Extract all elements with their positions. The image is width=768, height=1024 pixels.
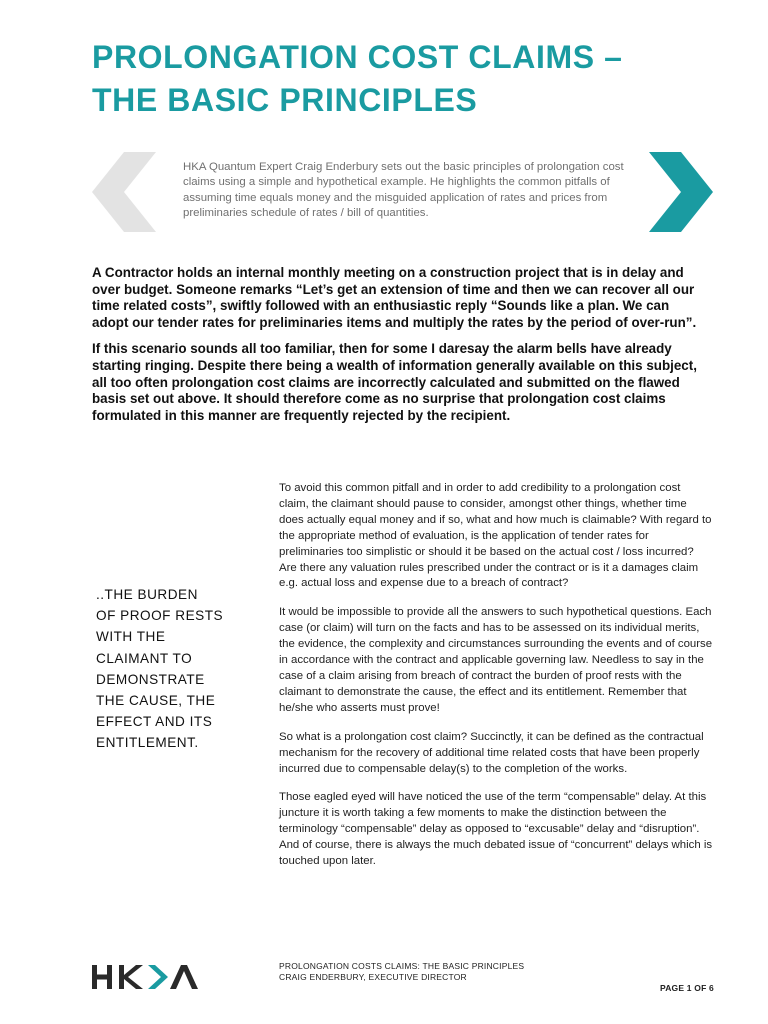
pull-quote-line: ENTITLEMENT. (96, 735, 199, 751)
page-title (92, 36, 732, 122)
body-paragraph-3: So what is a prolongation cost claim? Succinctly, it can be defined as the contractual mechanism for the recovery of additional time related costs that have been properly incurred due to compensable delay(s) to the completion of the works. (279, 730, 704, 775)
pull-quote-line: EFFECT AND ITS (96, 714, 213, 730)
pull-quote-line: ..THE BURDEN (96, 587, 198, 602)
pull-quote-line: WITH THE (96, 629, 166, 645)
pull-quote-line: THE CAUSE, THE (96, 693, 216, 709)
lead-paragraph-2: If this scenario sounds all too familiar, then for some I daresay the alarm bells have already starting ringing. Despite there being a wealth of information generally available on this subject, all too often prolongation cost claims are incorrectly calculated and submitted on the flawed basis set out above. It should therefore come as no surprise that prolongation cost claims formulated in this manner are frequently rejected by the recipient. (92, 341, 697, 423)
body-paragraph-4: Those eagled eyed will have noticed the use of the term “compensable” delay. At this juncture it is worth taking a few moments to make the distinction between the terminology “compensable” delay as opposed to “excusable” delay and “disruption”. And of course, there is always the much debated issue of “concurrent” delays which is touched upon later. (279, 791, 713, 868)
pull-quote (96, 584, 271, 754)
footer-document-title: PROLONGATION COSTS CLAIMS: THE BASIC PRINCIPLES (279, 961, 525, 971)
pull-quote-line: CLAIMANT TO (96, 650, 193, 666)
page-number: PAGE 1 OF 6 (659, 983, 714, 993)
chevron-left-icon (92, 152, 156, 232)
footer-author: CRAIG ENDERBURY, EXECUTIVE DIRECTOR (279, 972, 467, 982)
title-line-2: THE BASIC PRINCIPLES (92, 82, 478, 118)
lead-section (92, 265, 706, 434)
body-column (279, 481, 713, 883)
hka-logo (92, 964, 202, 990)
title-line-1: PROLONGATION COST CLAIMS – (92, 39, 623, 75)
footer-title (279, 961, 609, 983)
body-paragraph-2: It would be impossible to provide all the answers to such hypothetical questions. Each case (or claim) will turn on the facts and has to be assessed on its individual merits, the evidence, the complexity and circumstances surrounding the events and of course in accordance with the contract and applicable governing law. Needless to say in the case of a claim arising from breach of contract the burden of proof rests with the claimant to demonstrate the cause, the effect and its entitlement. Remember that he/she who asserts must prove! (279, 606, 713, 714)
lead-paragraph-1: A Contractor holds an internal monthly meeting on a construction project that is in delay and over budget. Someone remarks “Let’s get an extension of time and then we can recover all our time related costs”, swiftly followed with an enthusiastic reply “Sounds like a plan. We can adopt our tender rates for preliminaries items and multiply the rates by the period of over-run”. (92, 265, 697, 330)
body-paragraph-1: To avoid this common pitfall and in order to add credibility to a prolongation cost claim, the claimant should pause to consider, amongst other things, whether time does actually equal money and if so, what and how much is claimable? With regard to the appropriate method of evaluation, is the application of tender rates for preliminaries too simplistic or should it be based on the actual cost / loss incurred? Are there any valuation rules prescribed under the contract or is it a damages claim e.g. actual loss and expense due to a breach of contract? (279, 482, 712, 590)
intro-text: HKA Quantum Expert Craig Enderbury sets out the basic principles of prolongation cost claims using a simple and hypothetical example. He highlights the common pitfalls of assuming time equals money and the misguided application of rates and prices from preliminaries schedule of rates / bill of quantities. (183, 161, 624, 220)
pull-quote-line: OF PROOF RESTS (96, 608, 224, 624)
pull-quote-line: DEMONSTRATE (96, 671, 205, 687)
chevron-right-icon (649, 152, 713, 232)
